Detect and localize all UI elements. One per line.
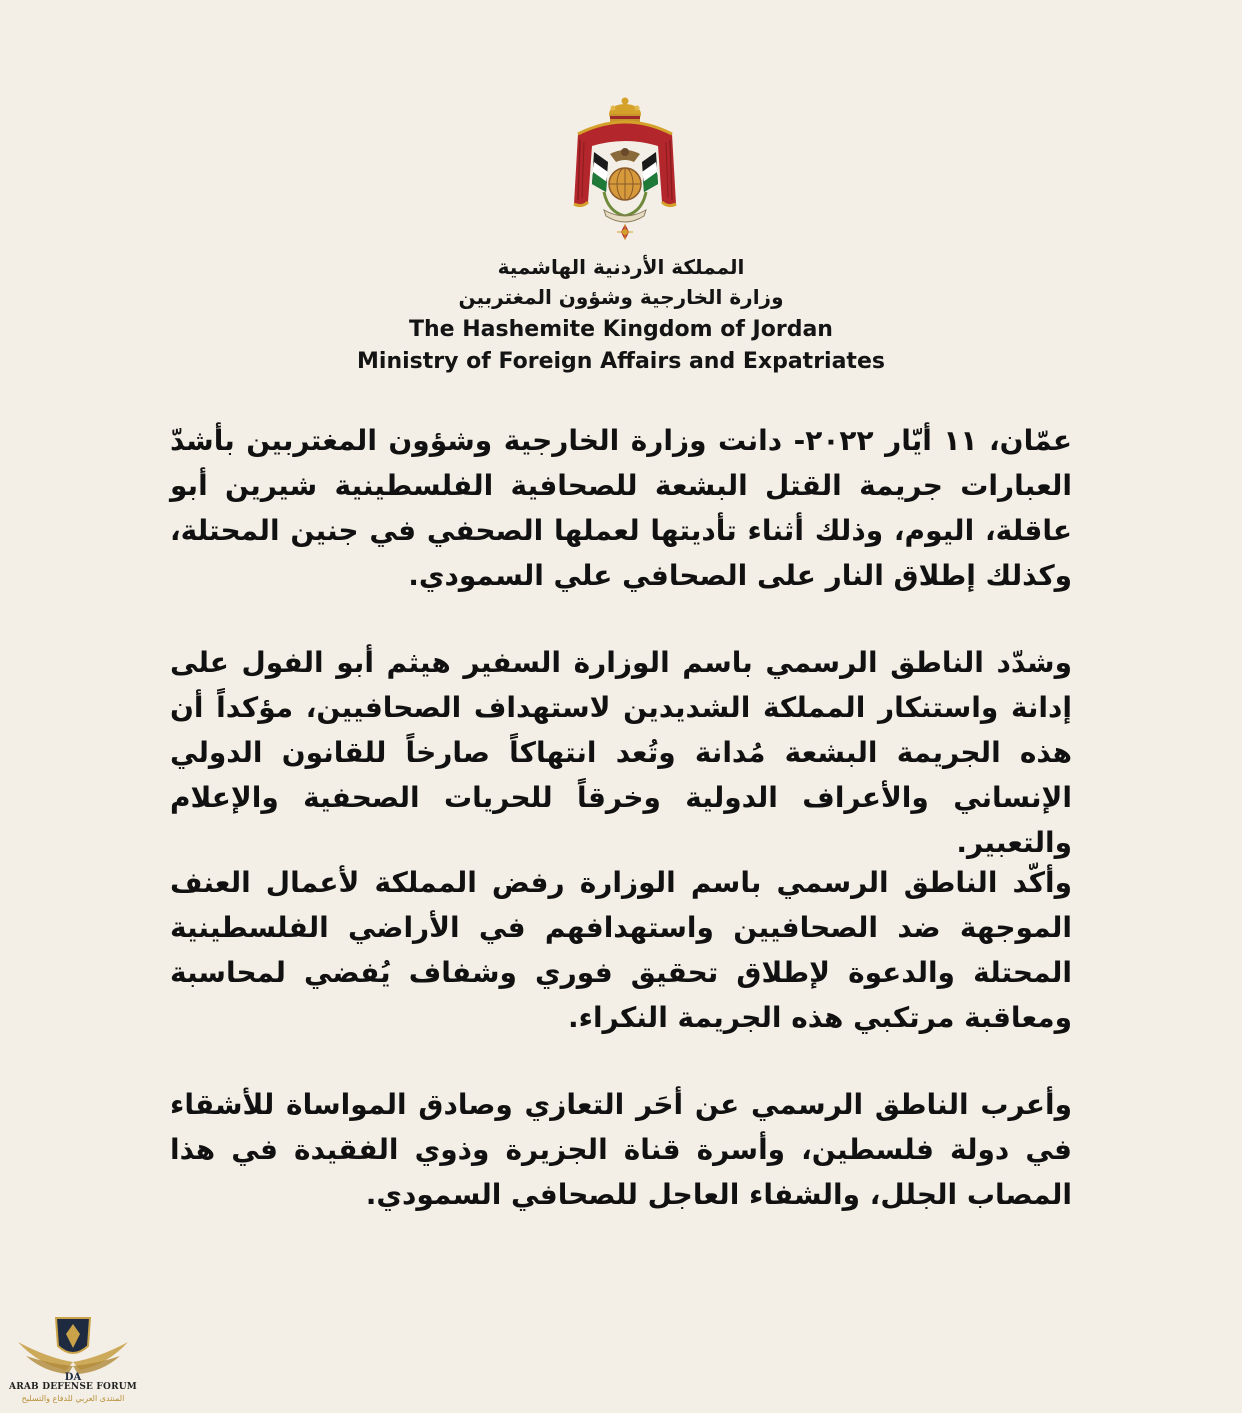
arabic-ministry-name: وزارة الخارجية وشؤون المغتربين — [458, 285, 784, 309]
english-ministry-name: Ministry of Foreign Affairs and Expatriates — [357, 349, 885, 374]
medal-icon — [617, 224, 633, 240]
paragraph-2 — [170, 640, 1072, 865]
paragraph-1 — [170, 418, 1072, 598]
paragraph-text: وأعرب الناطق الرسمي عن أحَر التعازي وصادق المواساة للأشقاء في دولة فلسطين، وأسرة قناة الجزيرة وذوي الفقيدة في هذا المصاب الجلل، والشفاء العاجل للصحافي السمودي. — [170, 1088, 1072, 1211]
arab-defense-forum-logo-icon — [8, 1312, 138, 1384]
paragraph-text: عمّان، ١١ أيّار ٢٠٢٢- دانت وزارة الخارجية وشؤون المغتربين بأشدّ العبارات جريمة القتل البشعة للصحافية الفلسطينية شيرين أبو عاقلة، اليوم، وذلك أثناء تأديتها لعملها الصحفي في جنين المحتلة، وكذلك إطلاق النار على الصحافي علي السمودي. — [170, 424, 1072, 592]
jordan-coat-of-arms-icon — [560, 92, 690, 252]
paragraph-3 — [170, 860, 1072, 1040]
arabic-kingdom-name: المملكة الأردنية الهاشمية — [497, 255, 745, 279]
letterhead — [300, 252, 942, 378]
paragraph-4 — [170, 1082, 1072, 1217]
paragraph-text: وشدّد الناطق الرسمي باسم الوزارة السفير هيثم أبو الفول على إدانة واستنكار المملكة الشديدين لاستهداف الصحافيين، مؤكداً أن هذه الجريمة البشعة مُدانة وتُعد انتهاكاً صارخاً للقانون الدولي الإنساني والأعراف الدولية وخرقاً للحريات الصحفية والإعلام والتعبير. — [170, 646, 1072, 859]
crown-icon — [609, 98, 641, 125]
english-kingdom-name: The Hashemite Kingdom of Jordan — [409, 317, 833, 342]
watermark-english-text: ARAB DEFENSE FORUM — [9, 1382, 137, 1392]
arab-defense-forum-watermark — [8, 1312, 138, 1410]
watermark-abbr: DA — [64, 1372, 82, 1383]
watermark-arabic-text: المنتدى العربي للدفاع والتسليح — [21, 1394, 125, 1403]
paragraph-text: وأكّد الناطق الرسمي باسم الوزارة رفض المملكة لأعمال العنف الموجهة ضد الصحافيين واستهدافهم في الأراضي الفلسطينية المحتلة والدعوة لإطلاق تحقيق فوري وشفاف يُفضي لمحاسبة ومعاقبة مرتكبي هذه الجريمة النكراء. — [170, 866, 1072, 1034]
